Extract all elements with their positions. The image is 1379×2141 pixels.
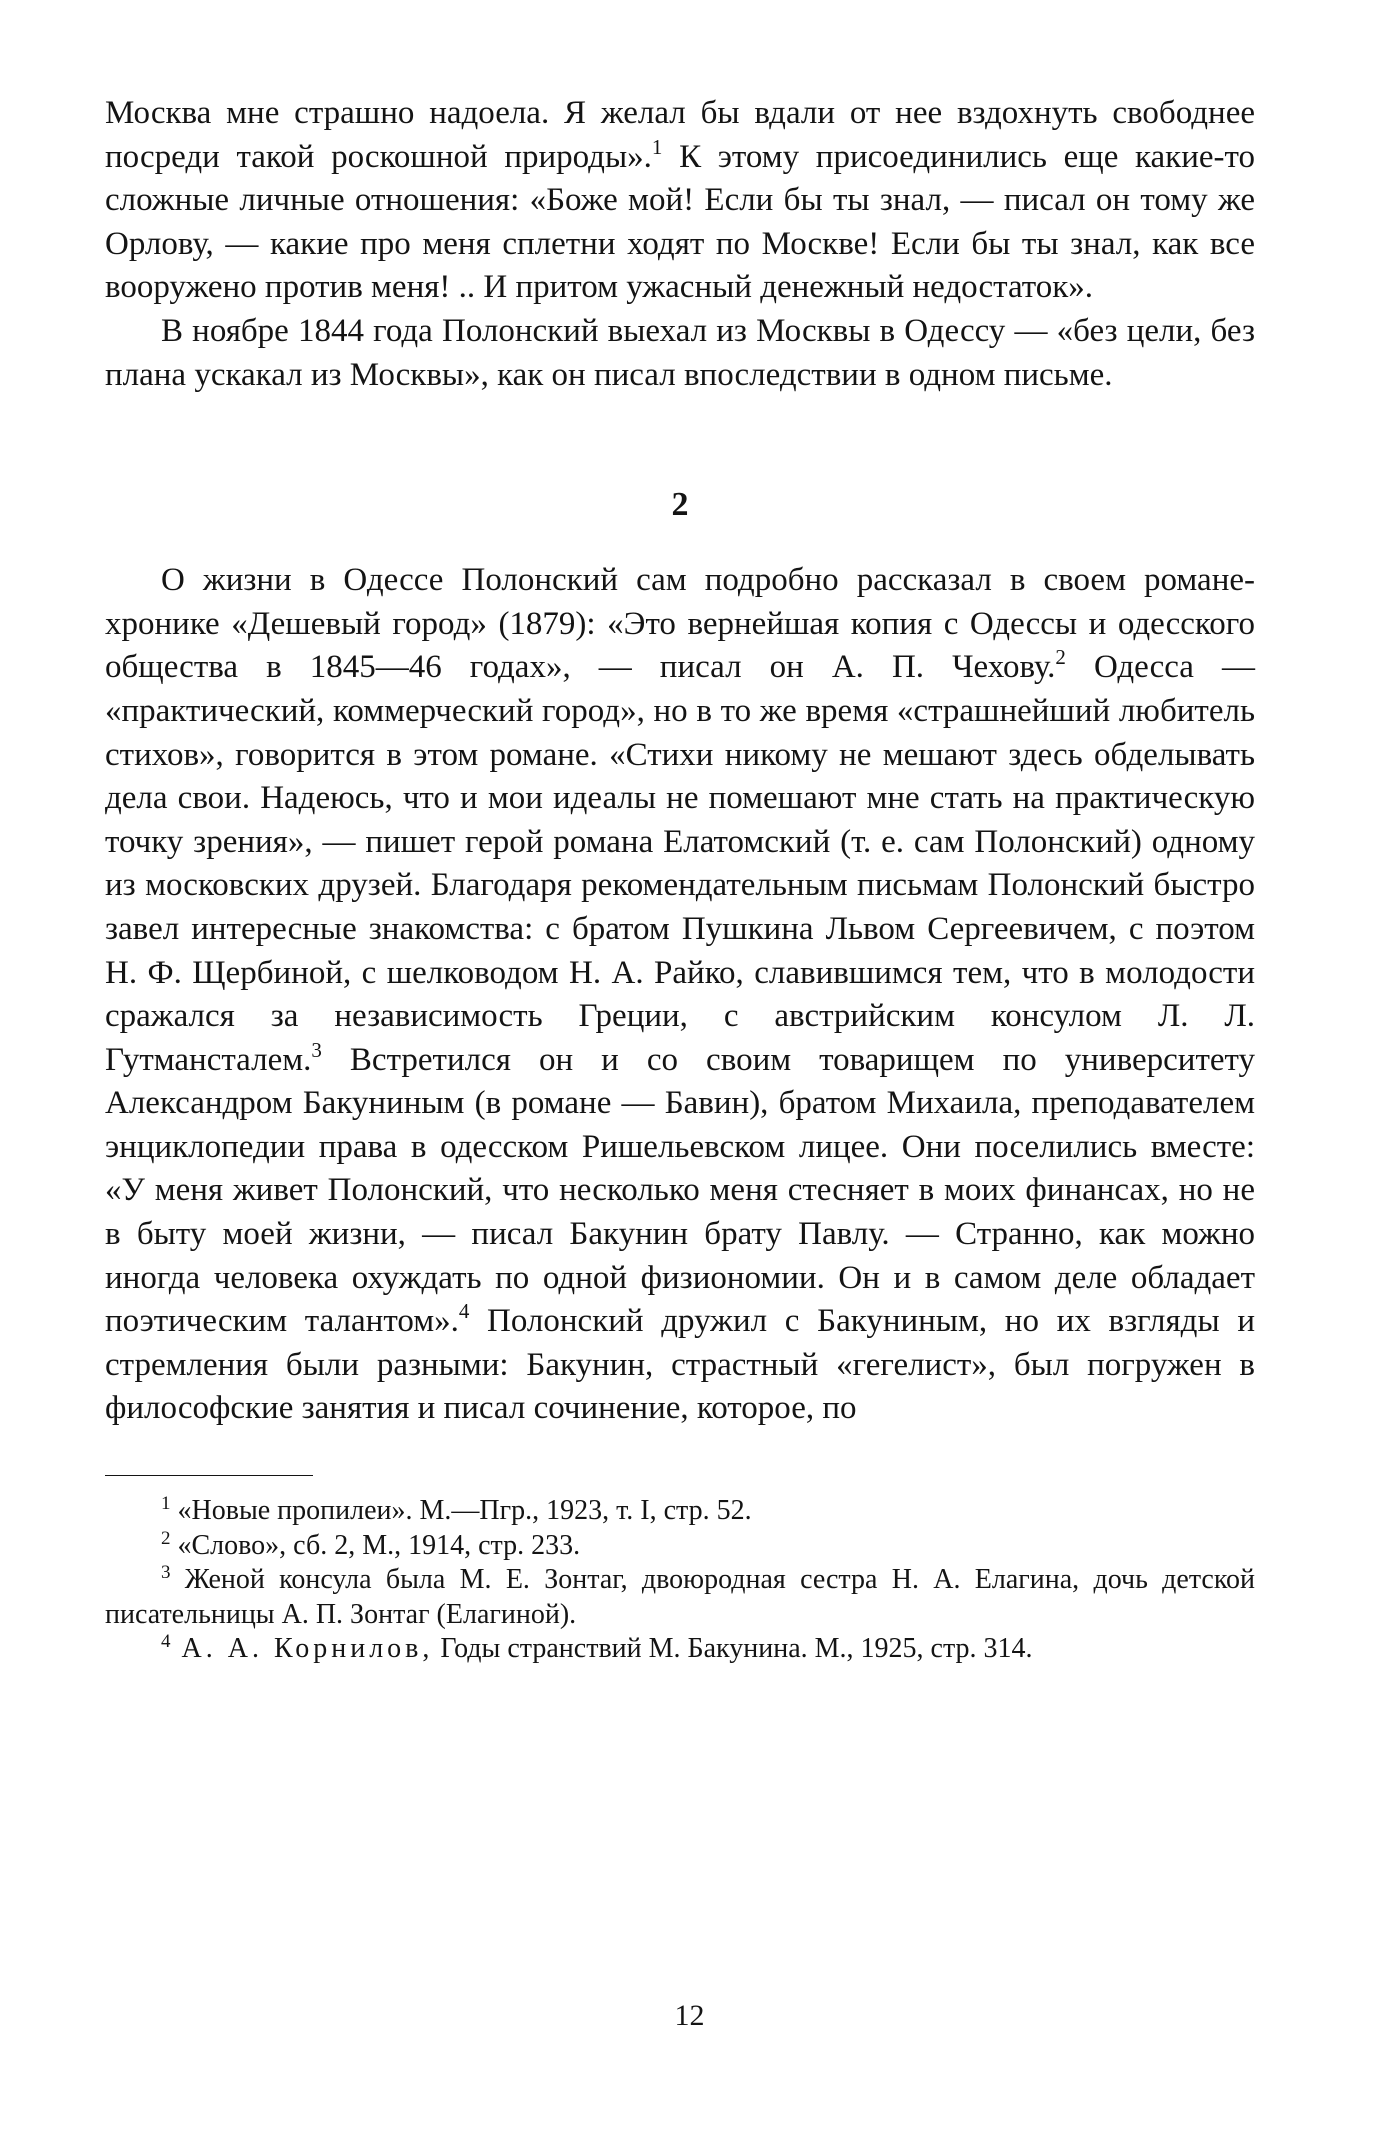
paragraph-3-text-c: Встретился он и со своим товарищем по университету Александром Бакуниным (в романе — Бавин), братом Михаила, преподавателем энциклопедии права в одесском Ришельевском лицее. Они поселились вместе: «У меня живет Полонский, что несколько меня стесняет в моих финансах, но не в быту моей жизни, — писал Бакунин брату Павлу. — Странно, как можно иногда человека охуждать по одной физиономии. Он и в самом деле обладает поэтическим талантом».	[105, 1041, 1255, 1340]
footnote-4-number: 4	[161, 1631, 171, 1653]
page-body	[105, 92, 1255, 1667]
paragraph-1-text-b: К этому присоединились еще какие-то сложные личные отношения: «Боже мой! Если бы ты знал, — писал он тому же Орлову, — какие про меня сплетни ходят по Москве! Если бы ты знал, как все вооружено против меня! .. И притом ужасный денежный недостаток».	[105, 138, 1255, 306]
footnote-1	[105, 1494, 1255, 1529]
section-number: 2	[671, 486, 689, 524]
footnote-2-text: «Слово», сб. 2, М., 1914, стр. 233.	[170, 1529, 581, 1561]
paragraph-2-text: В ноябре 1844 года Полонский выехал из Москвы в Одессу — «без цели, без плана ускакал из Москвы», как он писал впоследствии в одном письме.	[105, 312, 1255, 393]
footnote-4	[105, 1632, 1255, 1667]
paragraph-2	[105, 310, 1255, 397]
footnote-2	[105, 1529, 1255, 1564]
paragraph-1-text-a: Москва мне страшно надоела. Я желал бы вдали от нее вздохнуть свободнее посреди такой роскошной природы».	[105, 95, 1255, 175]
paragraph-3	[105, 559, 1255, 1431]
footnote-1-text: «Новые пропилеи». М.—Пгр., 1923, т. I, стр. 52.	[170, 1495, 752, 1527]
footnote-ref-1[interactable]: 1	[651, 134, 663, 159]
page-number: 12	[674, 1999, 705, 2032]
footnote-4-text: Годы странствий М. Бакунина. М., 1925, стр. 314.	[433, 1633, 1033, 1665]
paragraph-3-text-b: Одесса — «практический, коммерческий город», но в то же время «страшнейший любитель стихов», говорится в этом романе. «Стихи никому не мешают здесь обделывать дела свои. Надеюсь, что и мои идеалы не помешают мне стать на практическую точку зрения», — пишет герой романа Елатомский (т. е. сам Полонский) одному из московских друзей. Благодаря рекомендательным письмам Полонский быстро завел интересные знакомства: с братом Пушкина Львом Сергеевичем, с поэтом Н. Ф. Щербиной, с шелководом Н. А. Райко, славившимся тем, что в молодости сражался за независимость Греции, с австрийским консулом Л. Л. Гутмансталем.	[105, 649, 1256, 1078]
footnote-3	[105, 1563, 1255, 1632]
paragraph-3-text-a: О жизни в Одессе Полонский сам подробно рассказал в своем романе-хронике «Дешевый город» (1879): «Это вернейшая копия с Одессы и одесского общества в 1845—46 годах», — писал он А. П. Чехову.	[105, 562, 1255, 686]
footnote-divider	[105, 1475, 313, 1476]
footnotes	[105, 1494, 1255, 1667]
footnote-4-author: А. А. Корнилов,	[170, 1633, 434, 1665]
paragraph-3-text-d: Полонский дружил с Бакуниным, но их взгляды и стремления были разными: Бакунин, страстный «гегелист», был погружен в философские занятия и писал сочинение, которое, по	[105, 1303, 1255, 1427]
footnote-ref-3[interactable]: 3	[311, 1037, 322, 1062]
footnote-2-number: 2	[161, 1527, 171, 1549]
footnote-ref-2[interactable]: 2	[1055, 645, 1066, 670]
paragraph-1	[105, 92, 1255, 310]
footnote-3-text: Женой консула была М. Е. Зонтаг, двоюродная сестра Н. А. Елагина, дочь детской писательницы А. П. Зонтаг (Елагиной).	[105, 1564, 1255, 1630]
footnote-1-number: 1	[161, 1493, 171, 1515]
footnote-ref-4[interactable]: 4	[458, 1299, 470, 1324]
footnote-3-number: 3	[161, 1562, 171, 1584]
